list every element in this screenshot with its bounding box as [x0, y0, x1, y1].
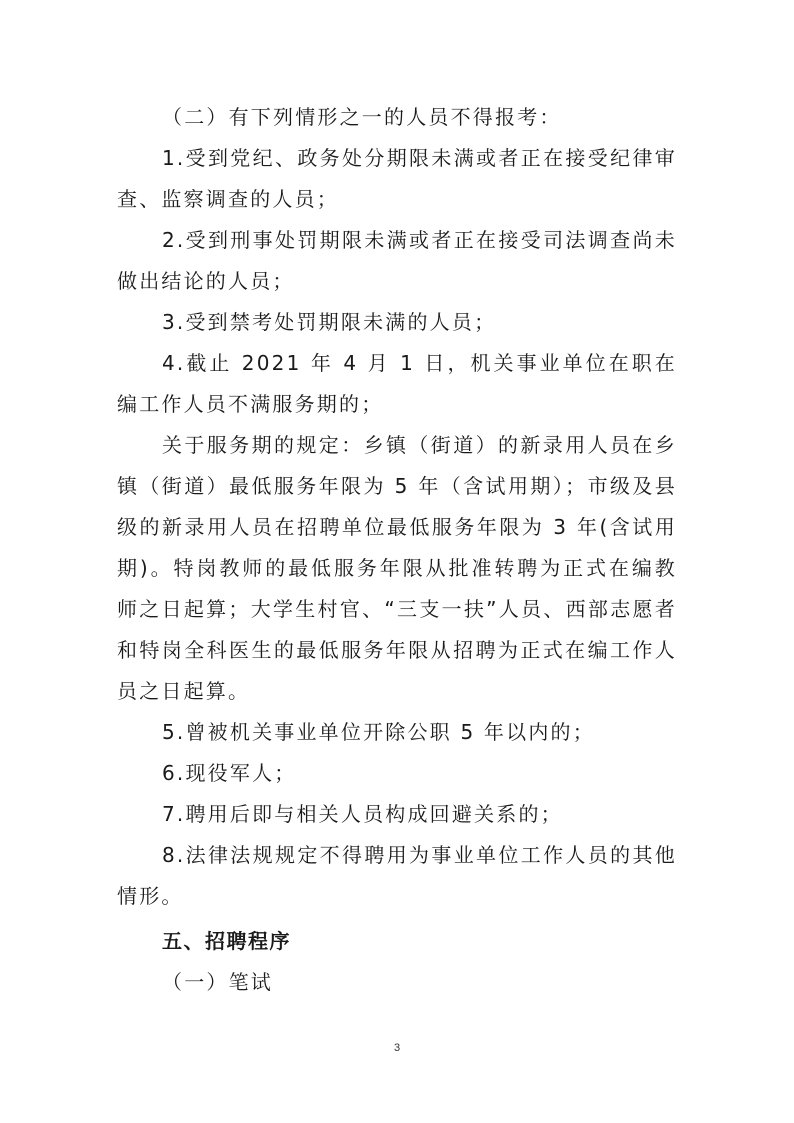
section-heading: 五、招聘程序 [162, 929, 291, 953]
paragraph-item-6: 6.现役军人； [162, 761, 297, 785]
paragraph-item-1: 1.受到党纪、政务处分期限未满或者正在接受纪律审查、监察调查的人员； [117, 146, 677, 211]
page-number: 3 [393, 1042, 401, 1054]
paragraph-item-2: 2.受到刑事处罚期限未满或者正在接受司法调查尚未做出结论的人员； [117, 228, 677, 293]
paragraph-item-7: 7.聘用后即与相关人员构成回避关系的； [162, 802, 563, 826]
paragraph-service-period-rules: 关于服务期的规定：乡镇（街道）的新录用人员在乡镇（街道）最低服务年限为 5 年（含试用期）；市级及县级的新录用人员在招聘单位最低服务年限为 3 年(含试用期)。特岗教师的最低服务年限从批准转聘为正式在编教师之日起算；大学生村官、“三支一扶”人员、西部志愿者和特岗全科医生的最低服务年限从招聘为正式在编工作人员之日起算。 [117, 433, 677, 703]
subsection-heading: （一）笔试 [162, 970, 273, 994]
paragraph-disqualification-intro: （二）有下列情形之一的人员不得报考： [162, 105, 562, 129]
paragraph-item-8: 8.法律法规规定不得聘用为事业单位工作人员的其他情形。 [117, 843, 677, 908]
document-body [117, 97, 677, 1003]
paragraph-item-4: 4.截止 2021 年 4 月 1 日，机关事业单位在职在编工作人员不满服务期的； [117, 351, 677, 416]
paragraph-item-3: 3.受到禁考处罚期限未满的人员； [162, 310, 497, 334]
paragraph-item-5: 5.曾被机关事业单位开除公职 5 年以内的； [162, 720, 595, 744]
